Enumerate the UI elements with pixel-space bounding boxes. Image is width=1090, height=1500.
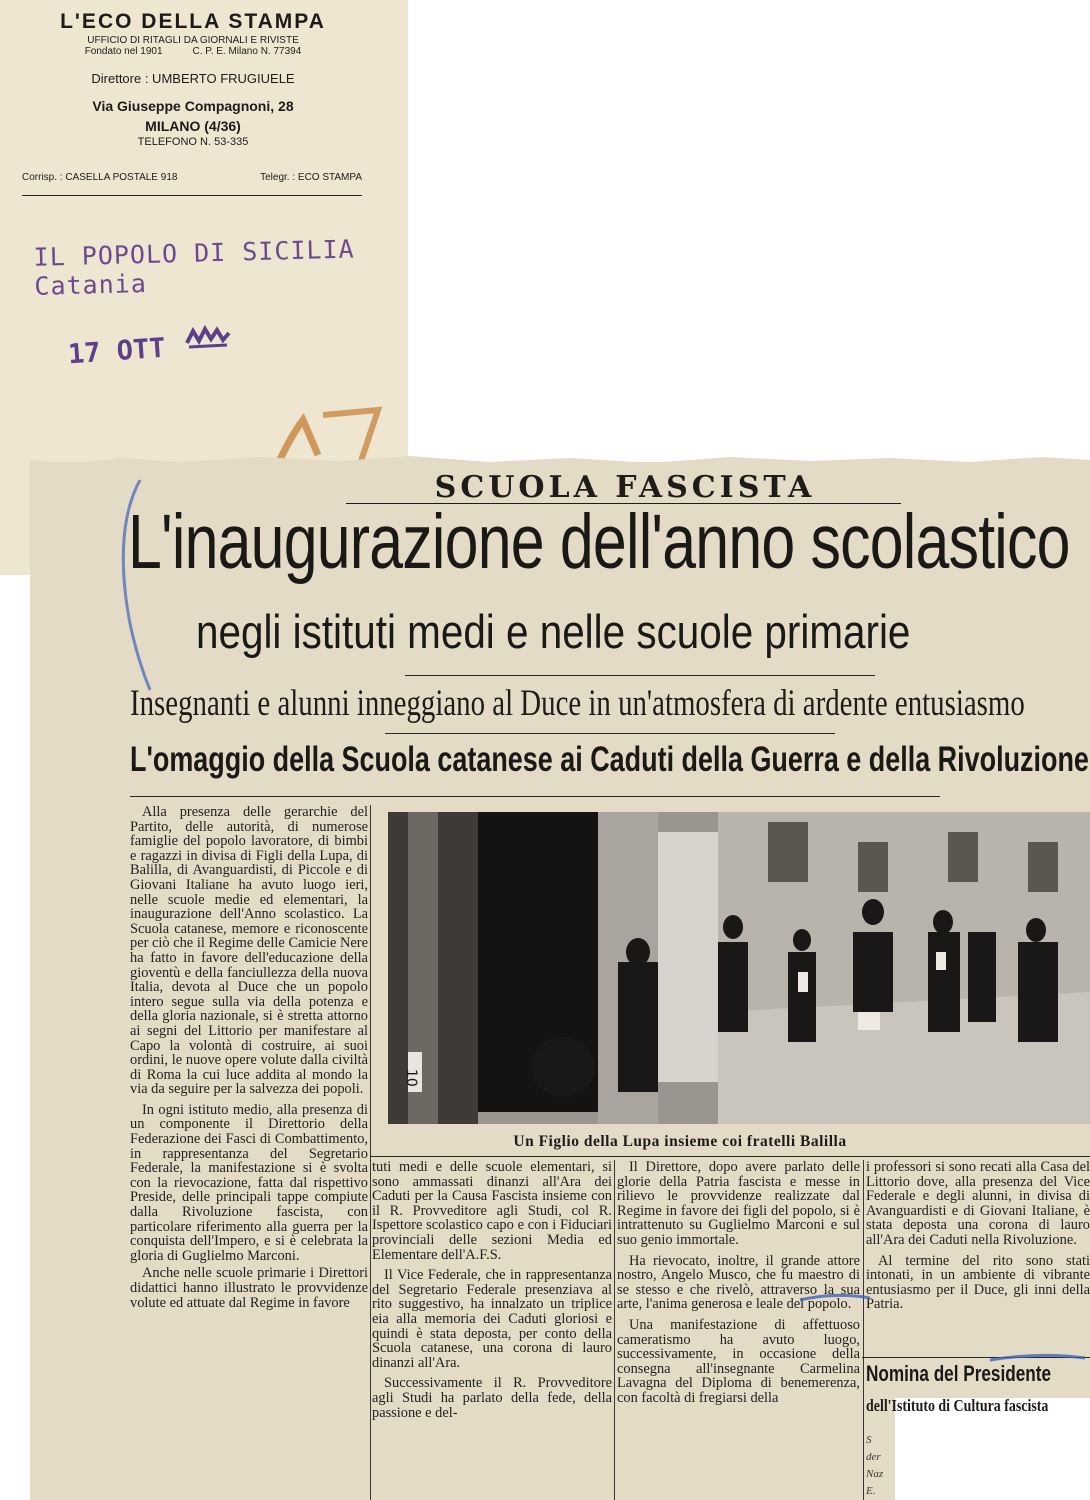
subhead-rule — [405, 675, 875, 676]
slip-divider — [22, 195, 362, 196]
paragraph: i professori si sono recati alla Casa del Littorio dove, alla presenza del Vice Federale e degli alunni, in divisa di Avanguardisti e di Giovani Italiane, è stata deposta una corona di lauro all'Ara dei Caduti nella Rivoluzione. — [866, 1160, 1090, 1248]
photo-caption: Un Figlio della Lupa insieme coi fratelli Balilla — [513, 1133, 847, 1150]
news-photo — [388, 812, 1090, 1124]
photo-post-number: 10 — [403, 1069, 419, 1087]
caption-rule — [370, 1156, 1090, 1157]
po-box-text: Corrisp. : CASELLA POSTALE 918 — [22, 172, 178, 183]
director-line: Direttore : UMBERTO FRUGIUELE — [91, 71, 295, 86]
deck-rule — [385, 733, 835, 734]
founded-text: Fondato nel 1901 — [84, 46, 163, 57]
date-stamp: 17 OTT — [67, 332, 167, 371]
column-divider — [614, 1160, 615, 1500]
column-divider — [863, 1160, 864, 1500]
paragraph: Una manifestazione di affettuoso cameratismo ha avuto luogo, successivamente, in occasione della consegna all'insegnante Carmelina Lavagna del Diploma di benemerenza, con facoltà di fregiarsi della — [617, 1316, 860, 1406]
contact-row — [22, 172, 362, 183]
headline: L'inaugurazione dell'anno scolastico — [128, 499, 1070, 585]
smudged-year-stamp — [183, 325, 233, 351]
nomina-subheading: dell'Istituto di Cultura fascista — [866, 1396, 1049, 1415]
article-column-3 — [617, 1160, 860, 1500]
agency-registration — [18, 46, 368, 57]
fragment: E. — [866, 1485, 876, 1497]
telegram-text: Telegr. : ECO STAMPA — [260, 172, 362, 183]
phone-line: TELEFONO N. 53-335 — [137, 136, 249, 148]
paragraph: Successivamente il R. Provveditore agli Studi ha parlato della fede, della passione e del- — [372, 1375, 612, 1421]
cpe-text: C. P. E. Milano N. 77394 — [192, 46, 302, 57]
fragment: der — [866, 1451, 881, 1463]
city-line: MILANO (4/36) — [145, 118, 241, 134]
paragraph: Alla presenza delle gerarchie del Partito, delle autorità, di numerose famiglie del popolo lavoratore, di bimbi e ragazzi in divisa di Figli della Lupa, di Balilla, di Avanguardisti, di Piccole e di Giovani Italiane ha avuto luogo ieri, nelle scuole medie ed elementari, la inaugurazione dell'Anno scolastico. La Scuola catanese, memore e riconoscente per ciò che il Regime delle Camicie Nere ha fatto in favore dell'educazione della gioventù e della fanciullezza della nuova Italia, devota al Duce che un popolo intero segue sulla via della potenza e della gloria nazionale, si è stretta attorno ai segni del Littorio per manifestare al Capo la volontà di costruire, ai suoi ordini, le nuove opere volute dalla civiltà di Roma la cui luce addita al mondo la via da seguire per la salvezza dei popoli. — [130, 805, 368, 1098]
slip-header — [18, 10, 368, 148]
nomina-rule — [862, 1357, 1090, 1358]
paragraph: Il Vice Federale, che in rappresentanza del Segretario Federale presenziava al rito suggestivo, ha innalzato un triplice eia alla memoria dei Caduti gloriosi e quindi è stata deposta, per conto della Scuola catanese, una corona di lauro dinanzi all'Ara. — [372, 1267, 612, 1371]
deck-line-2: L'omaggio della Scuola catanese ai Caduti della Guerra e della Rivoluzione — [130, 740, 1089, 779]
newspaper-stamp: IL POPOLO DI SICILIA Catania — [33, 234, 355, 301]
address-line: Via Giuseppe Compagnoni, 28 — [92, 98, 294, 114]
corner-text-fragments — [866, 1432, 894, 1500]
agency-name: L'ECO DELLA STAMPA — [60, 10, 326, 33]
deck-line-1: Insegnanti e alunni inneggiano al Duce in un'atmosfera di ardente entusiasmo — [130, 683, 1025, 724]
article-column-1 — [130, 805, 368, 1500]
agency-office: UFFICIO DI RITAGLI DA GIORNALI E RIVISTE — [87, 35, 299, 46]
article-column-2 — [372, 1160, 612, 1500]
article-column-4 — [866, 1160, 1090, 1350]
rubric-title: SCUOLA FASCISTA — [434, 470, 816, 505]
paragraph: Il Direttore, dopo avere parlato delle glorie della Patria fascista e messe in rilievo le provvidenze realizzate dal Regime in favore dei figli del popolo, si è intrattenuto su Guglielmo Marconi e sul suo genio immortale. — [617, 1160, 860, 1248]
column-divider — [370, 805, 371, 1500]
paragraph: In ogni istituto medio, alla presenza di un componente il Direttorio della Federazione dei Fasci di Combattimento, in rappresentanza del Segretario Federale, la manifestazione si è svolta con la rievocazione, fatta dal rispettivo Preside, delle principali tappe compiute dalla Rivoluzione fascista, con particolare riferimento alla guerra per la conquista dell'Impero, e si è celebrata la gloria di Guglielmo Marconi. — [130, 1101, 368, 1264]
nomina-heading: Nomina del Presidente — [866, 1361, 1052, 1386]
paragraph: Anche nelle scuole primarie i Direttori didattici hanno illustrato le provvidenze volute ed attuate dal Regime in favore — [130, 1265, 368, 1311]
paragraph: Ha rievocato, inoltre, il grande attore nostro, Angelo Musco, che fu maestro di se stesso e che rivelò, attraverso la sua arte, l'anima generosa e leale del popolo. — [617, 1252, 860, 1313]
deck2-rule — [130, 796, 940, 797]
fragment: Naz — [866, 1468, 884, 1480]
fragment: S — [866, 1434, 872, 1446]
paragraph: Al termine del rito sono stati intonati, in un ambiente di vibrante entusiasmo per il Duce, gli inni della Patria. — [866, 1252, 1090, 1313]
paragraph: tuti medi e delle scuole elementari, si sono ammassati dinanzi all'Ara dei Caduti per la Causa Fascista insieme con il R. Provveditore agli Studi, col R. Ispettore scolastico capo e con i Fiduciari provinciali delle sezioni Media ed Elementare dell'A.F.S. — [372, 1160, 612, 1263]
subheadline: negli istituti medi e nelle scuole primarie — [196, 605, 911, 658]
